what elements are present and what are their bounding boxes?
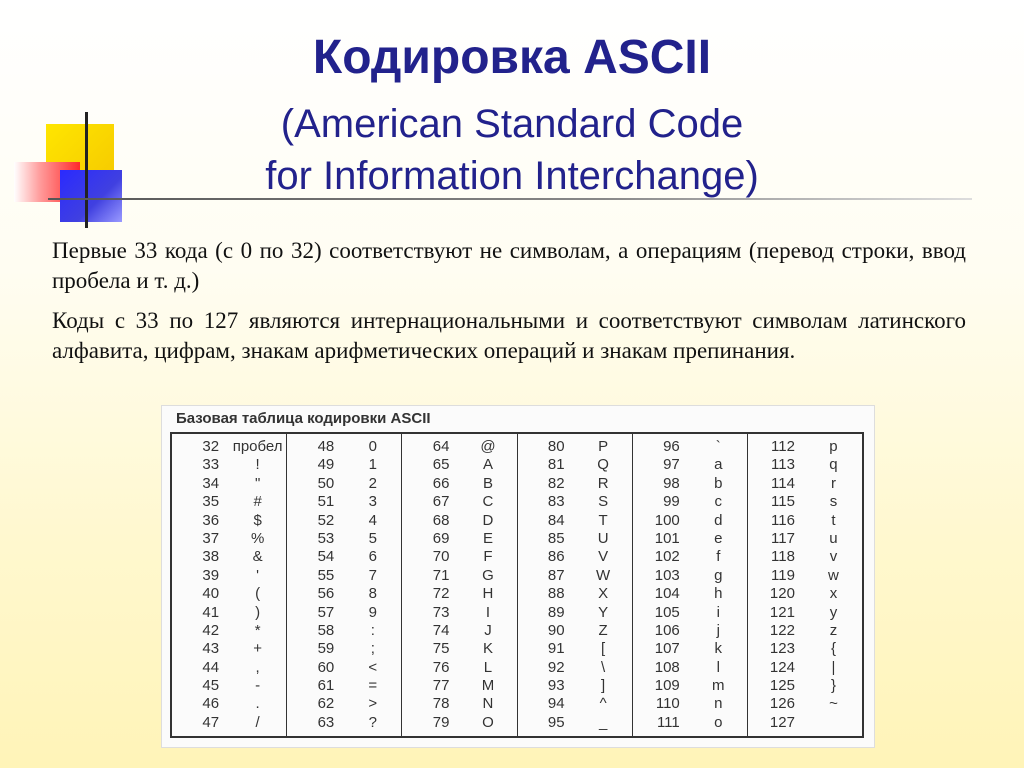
ascii-char-cell [805, 714, 862, 732]
ascii-code-cell: 117 [771, 529, 795, 547]
ascii-char-cell: z [829, 621, 838, 639]
ascii-char-cell: J [484, 621, 492, 639]
ascii-code-list [287, 438, 344, 736]
ascii-code-cell: 99 [663, 493, 680, 511]
ascii-char-list [805, 438, 862, 736]
ascii-char-cell: = [368, 677, 378, 695]
ascii-char-cell: N [482, 695, 494, 713]
ascii-code-cell: 63 [317, 713, 335, 731]
ascii-code-cell: 90 [547, 621, 565, 639]
ascii-char-cell: ` [715, 438, 721, 455]
ascii-code-list [748, 438, 805, 736]
ascii-char-cell: c [714, 493, 723, 511]
ascii-char-cell: Q [597, 456, 609, 474]
ascii-code-cell: 104 [654, 585, 680, 603]
ascii-char-cell: v [829, 548, 838, 566]
ascii-code-cell: 55 [317, 566, 335, 584]
ascii-char-cell: _ [598, 713, 608, 731]
ascii-table-column [518, 434, 633, 736]
ascii-char-cell: F [483, 548, 493, 566]
ascii-char-cell: ; [370, 640, 375, 658]
ascii-code-cell: 119 [771, 566, 795, 584]
ascii-char-cell: X [598, 585, 609, 603]
ascii-code-cell: 69 [432, 529, 450, 547]
ascii-char-cell: | [831, 658, 836, 676]
ascii-char-cell: u [829, 529, 838, 547]
ascii-code-cell: 57 [317, 603, 335, 621]
ascii-char-cell: f [716, 548, 721, 566]
ascii-code-cell: 84 [547, 511, 565, 529]
ascii-code-cell: 32 [202, 438, 220, 455]
ascii-char-cell: & [252, 548, 263, 566]
ascii-char-cell: V [598, 548, 609, 566]
ascii-char-cell: ? [368, 713, 377, 731]
ascii-table-column [402, 434, 517, 736]
ascii-code-cell: 67 [432, 493, 450, 511]
ascii-code-cell: 65 [432, 456, 450, 474]
ascii-table-image [161, 405, 875, 748]
ascii-char-cell: K [482, 640, 493, 658]
ascii-char-cell: 5 [368, 529, 377, 547]
ascii-char-cell: h [714, 585, 723, 603]
ascii-char-cell: S [598, 493, 609, 511]
ascii-code-cell: 80 [547, 438, 565, 455]
ascii-char-cell: l [716, 658, 720, 676]
ascii-char-cell: 0 [368, 438, 377, 455]
ascii-char-cell: . [255, 695, 260, 713]
ascii-code-cell: 93 [547, 677, 565, 695]
ascii-char-cell: A [482, 456, 493, 474]
ascii-char-cell: M [481, 677, 495, 695]
ascii-char-cell: b [714, 474, 723, 492]
ascii-code-cell: 85 [547, 529, 565, 547]
ascii-char-cell: i [716, 603, 720, 621]
ascii-table-column [287, 434, 402, 736]
ascii-char-cell: P [598, 438, 609, 455]
ascii-char-cell: p [829, 438, 838, 455]
ascii-char-cell: 1 [368, 456, 377, 474]
ascii-char-cell: k [714, 640, 723, 658]
ascii-char-cell: r [830, 474, 836, 492]
ascii-code-cell: 124 [769, 658, 795, 676]
ascii-char-cell: 9 [368, 603, 377, 621]
ascii-char-cell: x [829, 585, 838, 603]
ascii-code-cell: 77 [432, 677, 450, 695]
ascii-char-cell: a [714, 456, 723, 474]
ascii-code-cell: 66 [432, 474, 450, 492]
ascii-char-cell: W [596, 566, 611, 584]
ascii-char-cell: I [485, 603, 491, 621]
ascii-code-cell: 75 [432, 640, 450, 658]
ascii-table-column [172, 434, 287, 736]
ascii-char-cell: : [370, 621, 375, 639]
ascii-code-cell: 123 [769, 640, 795, 658]
ascii-code-cell: 88 [547, 585, 565, 603]
ascii-code-cell: 97 [663, 456, 680, 474]
ascii-char-cell: ~ [829, 695, 838, 713]
ascii-char-cell: ] [601, 677, 606, 695]
ascii-code-cell: 100 [654, 511, 680, 529]
ascii-code-cell: 62 [317, 695, 335, 713]
ascii-code-cell: 74 [432, 621, 450, 639]
ascii-code-cell: 40 [202, 585, 220, 603]
ascii-char-cell: o [714, 713, 723, 731]
ascii-code-cell: 115 [771, 493, 795, 511]
ascii-table-column [633, 434, 748, 736]
ascii-char-cell: g [714, 566, 723, 584]
ascii-code-list [633, 438, 690, 736]
ascii-char-cell: > [368, 695, 378, 713]
ascii-code-cell: 86 [547, 548, 565, 566]
ascii-code-cell: 54 [317, 548, 335, 566]
ascii-char-cell: / [255, 713, 260, 731]
ascii-char-cell: ) [255, 603, 261, 621]
ascii-char-list [690, 438, 747, 736]
ascii-char-cell: < [368, 658, 378, 676]
ascii-code-cell: 96 [663, 438, 680, 455]
ascii-char-list [575, 438, 632, 736]
ascii-code-cell: 95 [547, 713, 565, 731]
ascii-code-cell: 82 [547, 474, 565, 492]
ascii-code-cell: 43 [202, 640, 220, 658]
ascii-code-cell: 101 [654, 529, 680, 547]
ascii-char-cell: + [253, 640, 262, 658]
ascii-code-cell: 34 [202, 474, 220, 492]
ascii-code-cell: 122 [769, 621, 795, 639]
ascii-char-cell: } [830, 677, 836, 695]
ascii-code-cell: 105 [654, 603, 680, 621]
ascii-char-cell: C [482, 493, 494, 511]
ascii-code-cell: 120 [769, 585, 795, 603]
ascii-code-cell: 50 [317, 474, 335, 492]
ascii-char-cell: ^ [599, 695, 607, 713]
ascii-char-cell: Z [598, 621, 608, 639]
slide-title: Кодировка ASCII [312, 31, 712, 84]
ascii-code-cell: 72 [432, 585, 450, 603]
ascii-table-caption: Базовая таблица кодировки ASCII [176, 410, 431, 427]
ascii-code-cell: 64 [432, 438, 450, 455]
ascii-char-cell: @ [480, 438, 496, 455]
ascii-code-cell: 49 [317, 456, 335, 474]
ascii-code-cell: 73 [432, 603, 450, 621]
ascii-code-cell: 125 [769, 677, 795, 695]
ascii-code-cell: 91 [547, 640, 565, 658]
ascii-code-cell: 118 [771, 548, 795, 566]
ascii-code-cell: 60 [317, 658, 335, 676]
ascii-code-cell: 94 [547, 695, 565, 713]
ascii-code-cell: 36 [202, 511, 220, 529]
ascii-char-cell: \ [601, 658, 606, 676]
ascii-code-cell: 48 [317, 438, 335, 455]
ascii-char-cell: 8 [368, 585, 377, 603]
ascii-code-cell: 106 [654, 621, 680, 639]
ascii-code-cell: 111 [656, 713, 680, 731]
ascii-code-cell: 116 [771, 511, 795, 529]
ascii-code-cell: 53 [317, 529, 335, 547]
ascii-char-cell: 2 [368, 474, 377, 492]
ascii-code-cell: 51 [317, 493, 335, 511]
ascii-code-cell: 102 [654, 548, 680, 566]
ascii-code-cell: 87 [547, 566, 565, 584]
ascii-code-cell: 98 [663, 474, 680, 492]
ascii-char-cell: ( [255, 585, 261, 603]
ascii-code-list [172, 438, 229, 736]
ascii-char-list [459, 438, 516, 736]
ascii-code-cell: 112 [771, 438, 795, 455]
ascii-char-cell: * [254, 621, 261, 639]
subtitle-line-1: (American Standard Code [280, 102, 744, 146]
ascii-char-cell: n [714, 695, 723, 713]
ascii-char-cell: H [482, 585, 494, 603]
subtitle-line-2: for Information Interchange) [265, 154, 759, 198]
ascii-code-cell: 108 [654, 658, 680, 676]
ascii-code-cell: 127 [769, 713, 795, 731]
ascii-code-cell: 121 [769, 603, 795, 621]
ascii-code-cell: 71 [432, 566, 450, 584]
ascii-char-cell: E [482, 529, 493, 547]
ascii-code-list [402, 438, 459, 736]
slide-subtitle [0, 98, 1024, 202]
ascii-code-cell: 110 [655, 695, 680, 713]
ascii-char-cell: T [598, 511, 608, 529]
ascii-code-cell: 92 [547, 658, 565, 676]
ascii-code-cell: 126 [769, 695, 795, 713]
ascii-code-cell: 76 [432, 658, 450, 676]
ascii-char-cell: ! [255, 456, 260, 474]
ascii-char-cell: " [254, 474, 261, 492]
ascii-char-cell: y [829, 603, 838, 621]
ascii-code-cell: 70 [432, 548, 450, 566]
ascii-code-cell: 35 [202, 493, 220, 511]
ascii-table-column [748, 434, 862, 736]
ascii-code-list [518, 438, 575, 736]
ascii-char-cell: 7 [368, 566, 377, 584]
ascii-char-cell: R [597, 474, 609, 492]
ascii-table [170, 432, 864, 738]
ascii-char-cell: G [482, 566, 494, 584]
ascii-code-cell: 39 [202, 566, 220, 584]
ascii-char-cell: m [712, 677, 725, 695]
ascii-char-cell: $ [253, 511, 262, 529]
ascii-char-cell: B [482, 474, 493, 492]
ascii-code-cell: 103 [654, 566, 680, 584]
ascii-code-cell: 83 [547, 493, 565, 511]
ascii-code-cell: 89 [547, 603, 565, 621]
ascii-char-cell: s [829, 493, 838, 511]
ascii-char-cell: e [714, 529, 723, 547]
ascii-char-cell: w [828, 566, 839, 584]
ascii-code-cell: 58 [317, 621, 335, 639]
ascii-char-cell: O [482, 713, 494, 731]
ascii-char-cell: j [716, 621, 720, 639]
ascii-char-cell: { [830, 640, 836, 658]
ascii-char-cell: , [255, 658, 260, 676]
ascii-char-cell: 4 [368, 511, 377, 529]
ascii-code-cell: 38 [202, 548, 220, 566]
ascii-char-cell: 3 [368, 493, 377, 511]
ascii-code-cell: 59 [317, 640, 335, 658]
ascii-code-cell: 114 [771, 474, 795, 492]
ascii-char-cell: t [831, 511, 836, 529]
ascii-code-cell: 81 [547, 456, 565, 474]
ascii-char-cell: ' [256, 566, 260, 584]
ascii-code-cell: 107 [654, 640, 680, 658]
ascii-char-cell: L [483, 658, 493, 676]
ascii-char-cell: 6 [368, 548, 377, 566]
ascii-code-cell: 56 [317, 585, 335, 603]
ascii-code-cell: 44 [202, 658, 220, 676]
ascii-char-cell: d [714, 511, 723, 529]
ascii-code-cell: 42 [202, 621, 220, 639]
paragraph-control-codes: Первые 33 кода (с 0 по 32) соответствуют не символам, а операциям (перевод строки, ввод пробела и т. д.) [52, 238, 966, 293]
ascii-char-cell: пробел [232, 438, 283, 455]
ascii-code-cell: 52 [317, 511, 335, 529]
ascii-code-cell: 78 [432, 695, 450, 713]
ascii-char-cell: - [255, 677, 261, 695]
ascii-char-cell: Y [598, 603, 609, 621]
ascii-char-cell: # [253, 493, 262, 511]
ascii-char-cell: % [250, 529, 265, 547]
ascii-code-cell: 45 [202, 677, 220, 695]
ascii-char-cell: U [597, 529, 609, 547]
ascii-code-cell: 37 [202, 529, 220, 547]
ascii-code-cell: 79 [432, 713, 450, 731]
ascii-char-cell: [ [601, 640, 606, 658]
ascii-char-cell: q [829, 456, 838, 474]
ascii-char-list [229, 438, 286, 736]
ascii-code-cell: 113 [771, 456, 795, 474]
ascii-code-cell: 41 [202, 603, 220, 621]
ascii-code-cell: 47 [202, 713, 220, 731]
ascii-code-cell: 33 [202, 456, 220, 474]
paragraph-printable-codes: Коды с 33 по 127 являются интернациональными и соответствуют символам латинского алфавита, цифрам, знакам арифметических операций и знакам препинания. [52, 308, 966, 363]
ascii-code-cell: 68 [432, 511, 450, 529]
ascii-code-cell: 109 [654, 677, 680, 695]
ascii-char-list [344, 438, 401, 736]
ascii-char-cell: D [482, 511, 494, 529]
ascii-code-cell: 61 [317, 677, 335, 695]
ascii-code-cell: 46 [202, 695, 220, 713]
